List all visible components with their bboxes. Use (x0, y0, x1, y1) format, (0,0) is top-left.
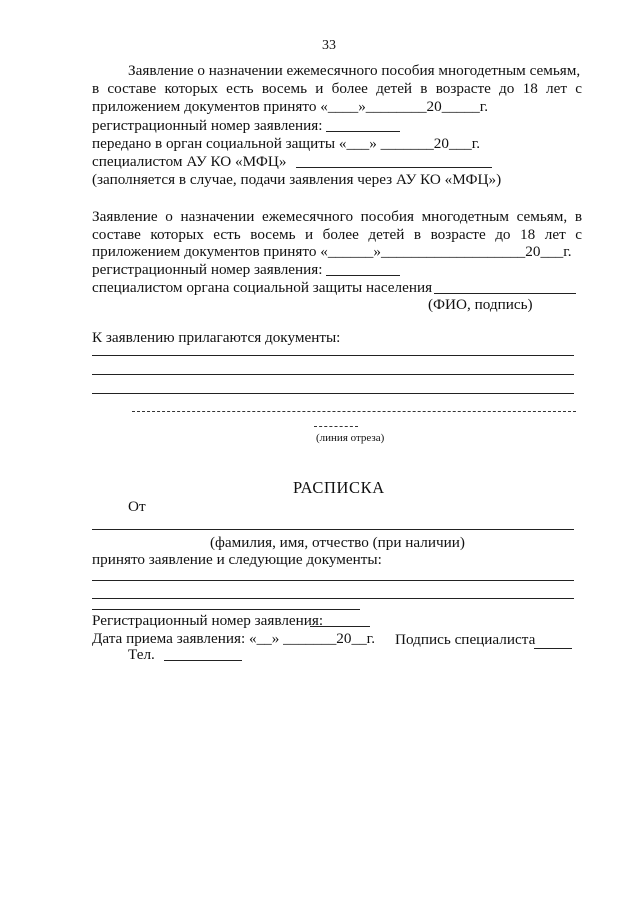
cut-line-short (314, 426, 358, 427)
block1-regnum-blank (326, 131, 400, 132)
block1-line3: приложением документов принято «____»________20_____г. (92, 98, 489, 115)
receipt-doc-line-3 (92, 609, 360, 610)
cut-line-label: (линия отреза) (316, 432, 385, 444)
attachments-label: К заявлению прилагаются документы: (92, 329, 341, 346)
block1-line5: передано в орган социальной защиты «___» _______20___г. (92, 135, 481, 152)
attachment-line-3 (92, 393, 574, 394)
block1-line2: в составе которых есть восемь и более детей в возрасте до 18 лет с (92, 80, 582, 97)
receipt-date: Дата приема заявления: «__» _______20__г. (92, 630, 375, 647)
page-number: 33 (322, 38, 336, 53)
block2-line5: специалистом органа социальной защиты населения (92, 279, 433, 296)
receipt-doc-line-2 (92, 598, 574, 599)
block2-line6: (ФИО, подпись) (428, 296, 533, 313)
receipt-fio-caption: (фамилия, имя, отчество (при наличии) (210, 534, 465, 551)
receipt-doc-line-1 (92, 580, 574, 581)
block1-line7: (заполняется в случае, подачи заявления через АУ КО «МФЦ») (92, 171, 502, 188)
receipt-from: От (128, 498, 146, 515)
receipt-signature-blank (534, 648, 572, 649)
receipt-accepted: принято заявление и следующие документы: (92, 551, 382, 568)
cut-line (132, 411, 576, 412)
attachment-line-2 (92, 374, 574, 375)
block2-line4: регистрационный номер заявления: (92, 261, 323, 278)
block2-line2: составе которых есть восемь и более детей в возрасте до 18 лет с (92, 226, 582, 243)
block1-line6: специалистом АУ КО «МФЦ» (92, 153, 287, 170)
receipt-signature: Подпись специалиста (395, 631, 536, 648)
block2-specialist-blank (434, 293, 576, 294)
receipt-reg-number: Регистрационный номер заявления: (92, 612, 324, 629)
block1-line1: Заявление о назначении ежемесячного пособия многодетным семьям, (128, 62, 581, 79)
block2-line3: приложением документов принято «______»___________________20___г. (92, 243, 572, 260)
block2-regnum-blank (326, 275, 400, 276)
receipt-title: РАСПИСКА (293, 478, 385, 497)
receipt-phone-blank (164, 660, 242, 661)
block1-specialist-blank (296, 167, 492, 168)
receipt-phone: Тел. (128, 646, 155, 663)
receipt-fio-line (92, 529, 574, 530)
attachment-line-1 (92, 355, 574, 356)
block2-line1: Заявление о назначении ежемесячного пособия многодетным семьям, в (92, 208, 582, 225)
receipt-regnum-blank (310, 626, 370, 627)
block1-line4: регистрационный номер заявления: (92, 117, 323, 134)
